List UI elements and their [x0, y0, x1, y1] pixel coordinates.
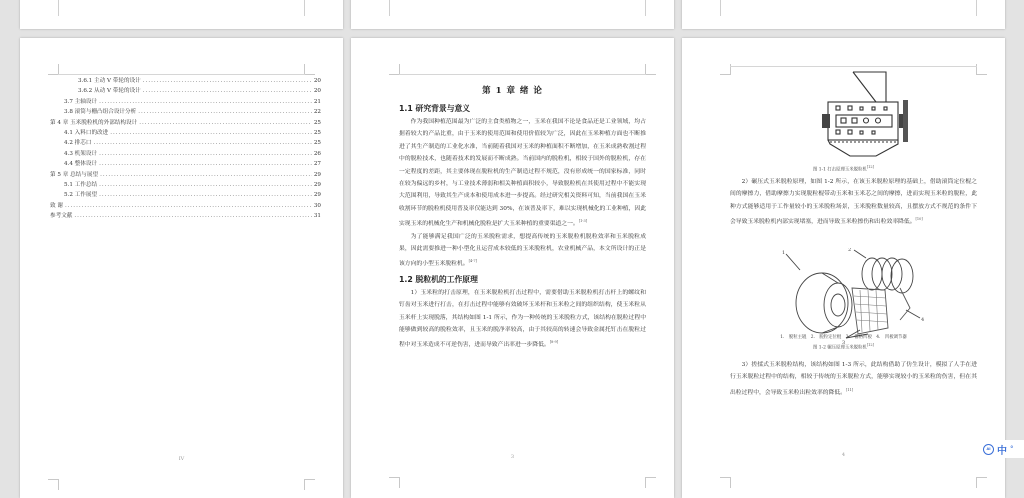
margin-corner [976, 64, 987, 75]
svg-text:4: 4 [921, 317, 925, 323]
toc-entry[interactable]: 3.8 滚筒与栅凸组合设计分析 ..... 22 [50, 107, 321, 117]
ime-toolbar[interactable] [980, 440, 1024, 458]
toc-entry[interactable]: 参考文献 ..... 31 [50, 211, 321, 221]
svg-text:3: 3 [842, 340, 846, 346]
svg-text:1: 1 [782, 250, 786, 256]
toc-entry[interactable]: 第 5 章 总结与展望 ..... 29 [50, 170, 321, 180]
figure-caption: 图 1-1 打击原理玉米脱粒机[12] [813, 165, 874, 173]
chapter-page[interactable] [351, 38, 674, 498]
section-heading: 1.2 脱粒机的工作原理 [399, 274, 478, 284]
paragraph: 2）碾压式玉米脱粒原理，如图 1-2 所示，在该玉米脱粒原理的基础上，借助滚筒定位棍之间的摩擦力，借助摩擦力实现脱粒棍带动玉米和玉米芯之间的摩擦，进而实现玉米粒的脱粒，此种方式能够适用于工作量较小的玉米脱粒场景，玉米脱粒数量较高，且摆放方式不规范的条件下会导致玉米脱粒机内部实现堵塞，进而导致玉米粒擦伤和出粒效率降低。[10] [730, 179, 977, 226]
citation: [1-3] [578, 219, 588, 224]
toc-entry[interactable]: 4.3 机架设计 ..... 26 [50, 149, 321, 159]
toc-page[interactable] [20, 38, 343, 498]
figure-page-body-1[interactable] [730, 176, 977, 229]
figure-page[interactable] [682, 38, 1005, 498]
toc-entry[interactable]: 5.2 工作展望 ..... 29 [50, 190, 321, 200]
margin-corner [304, 479, 315, 490]
paragraph: 作为我国种植范围最为广泛的主食类植物之一，玉米在我国不论是食品还是工业领域，均占据着较大的产品比重，由于玉米的使用范围和使用价值较为广泛，因此在玉米种植方面也不断推进了其生产制造的工业化水准，当前随着我国对玉米的种植面积不断增加，在玉米成熟收割过程中的脱粒技术，也随着技术的发展而不断成熟。当前国内的脱粒机，相较于国外的脱粒机，存在一定程度的差距，其主要体现在脱粒机的生产制造过程不规范，没有形成统一的国家标准，同时在较为偏远的乡村，与工业技术薄弱和相关种植面积较小，导致脱粒机在其使用过程中不能实现大范围利用，导致其生产成本和使用成本进一步提高。经过研究相关资料可知，当前我国在玉米收割环节的脱粒机使用普及率仅能达到 30%，在该普及率下，难以实现机械化的工业种植，因此实现玉米的机械化生产和机械化脱粒是扩大玉米种植的重要渠道之一。[1-3] [399, 119, 646, 228]
paragraph: 1）玉米粒的打击原理，在玉米脱粒机打击过程中，需要借助玉米脱粒机打击杆上的螺纹和钉齿对玉米进行打击，在打击过程中能够有效破坏玉米杆和玉米粒之间的组织结构，使玉米粒从玉米杆上实现脱落，其结构如图 1-1 所示，作为一种传统的玉米脱粒方式，该结构在脱粒过程中能够做到较高的脱粒效率，且玉米的脱净率较高，由于其较高的转速会导致金属托钉击在脱粒过程中对玉米造成不可逆伤害，进而导致产出率进一步降低。[8-9] [399, 289, 646, 349]
toc-entry[interactable]: 3.7 主轴设计 ..... 21 [50, 97, 321, 107]
margin-mark [58, 0, 59, 16]
margin-mark [304, 0, 305, 16]
toc-entry[interactable]: 3.6.1 主动 V 带轮的设计 ..... 20 [50, 76, 321, 86]
toc-entry[interactable]: 第 4 章 玉米脱粒机的外部结构设计 ..... 25 [50, 118, 321, 128]
svg-text:2: 2 [848, 248, 852, 253]
figure-caption: 图 1-2 辗压原理玉米脱粒机[12] [813, 343, 874, 351]
chapter-body[interactable] [399, 102, 646, 352]
figure-1-1-diagram [808, 70, 918, 160]
header-rule [730, 66, 977, 67]
margin-corner [645, 64, 656, 75]
citation: [10] [915, 217, 923, 222]
previous-page-2 [351, 0, 674, 29]
ime-logo-icon[interactable]: AI [983, 444, 994, 455]
table-of-contents [50, 76, 321, 221]
toc-entry[interactable]: 致 谢 ..... 30 [50, 201, 321, 211]
chapter-title: 第 1 章 绪 论 [482, 86, 543, 96]
page-number: IV [178, 456, 185, 462]
header-rule [399, 74, 646, 75]
header-rule [58, 74, 305, 75]
impact-thresher-drawing-icon [808, 70, 918, 160]
previous-page-1 [20, 0, 343, 29]
margin-corner [48, 479, 59, 490]
paragraph: 为了能够满足我国广泛的玉米脱粒需求，想提高传统的玉米脱粒机脱粒效率和玉米脱粒成果，因此需要推进一种小型化且运营成本较低的玉米脱粒机，农业机械产品，本文所设计的正是该方向的小型玉米脱粒机。[4-7] [399, 233, 646, 268]
toc-entry[interactable]: 4.1 入料口的改进 ..... 25 [50, 128, 321, 138]
margin-mark [645, 0, 646, 16]
page-number: 3 [510, 454, 515, 460]
margin-corner [304, 64, 315, 75]
section-heading: 1.1 研究背景与意义 [399, 104, 471, 113]
toc-entry[interactable]: 4.2 排芯口 ..... 25 [50, 138, 321, 148]
citation: [4-7] [468, 259, 477, 264]
ime-language-toggle[interactable]: 中 [997, 445, 1007, 457]
paragraph: 3）搓揉式玉米脱粒结构，该结构如图 1-3 所示，此结构借助了仿生设计，模拟了人手在进行玉米脱粒过程中的结构，相较于传统的玉米脱粒方式，能够实现较小的玉米粒的伤害，但在其出粒过程中，会导致玉米粒出粒效率的降低。[11] [730, 362, 977, 396]
citation: [8-9] [549, 340, 559, 345]
page-number: 4 [841, 452, 846, 458]
margin-mark [976, 0, 977, 16]
ime-punctuation-icon[interactable]: ° [1010, 445, 1014, 453]
figure-page-body-2[interactable] [730, 359, 977, 399]
citation: [11] [845, 387, 854, 392]
toc-entry[interactable]: 4.4 整体设计 ..... 27 [50, 159, 321, 169]
roller-thresher-drawing-icon [780, 248, 930, 348]
figure-legend: 1. 脱粒主辊 2. 脱粒定位棍 3. 栅格凹板 4. 凹板调节器 [780, 335, 907, 340]
previous-page-3 [682, 0, 1005, 29]
margin-mark [720, 0, 721, 16]
figure-1-2-diagram [780, 248, 930, 348]
toc-entry[interactable]: 5.1 工作总结 ..... 29 [50, 180, 321, 190]
toc-entry[interactable]: 3.6.2 从动 V 带轮的设计 ..... 20 [50, 86, 321, 96]
margin-mark [389, 0, 390, 16]
